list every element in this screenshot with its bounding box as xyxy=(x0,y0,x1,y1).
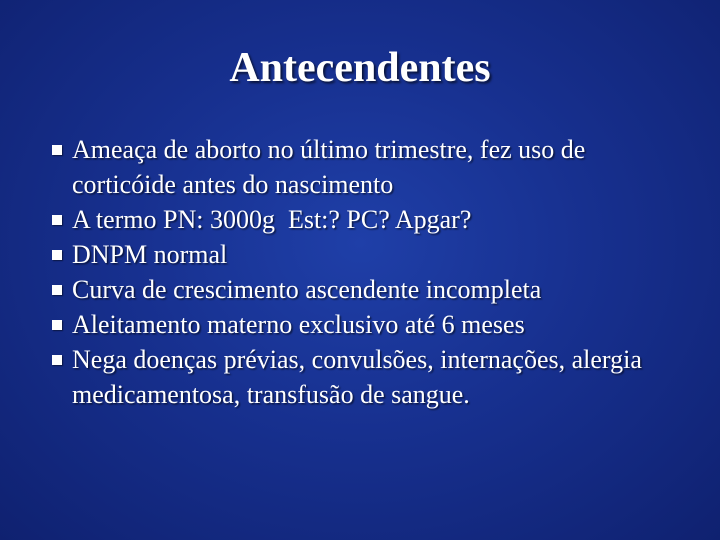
square-bullet-icon xyxy=(52,285,62,295)
square-bullet-icon xyxy=(52,320,62,330)
bullet-item xyxy=(52,237,692,272)
bullet-list xyxy=(52,132,692,412)
bullet-item xyxy=(52,342,692,412)
bullet-item xyxy=(52,307,692,342)
bullet-item xyxy=(52,132,692,202)
bullet-text: Ameaça de aborto no último trimestre, fez uso de corticóide antes do nascimento xyxy=(72,135,586,199)
square-bullet-icon xyxy=(52,215,62,225)
square-bullet-icon xyxy=(52,355,62,365)
square-bullet-icon xyxy=(52,145,62,155)
bullet-item xyxy=(52,202,692,237)
bullet-text: Curva de crescimento ascendente incompleta xyxy=(72,275,542,304)
bullet-text: A termo PN: 3000g Est:? PC? Apgar? xyxy=(72,205,472,234)
bullet-text: Aleitamento materno exclusivo até 6 meses xyxy=(72,310,525,339)
bullet-text: Nega doenças prévias, convulsões, internações, alergia medicamentosa, transfusão de sangue. xyxy=(72,345,642,409)
square-bullet-icon xyxy=(52,250,62,260)
slide-title: Antecendentes xyxy=(229,45,491,91)
bullet-item xyxy=(52,272,692,307)
bullet-text: DNPM normal xyxy=(72,240,228,269)
